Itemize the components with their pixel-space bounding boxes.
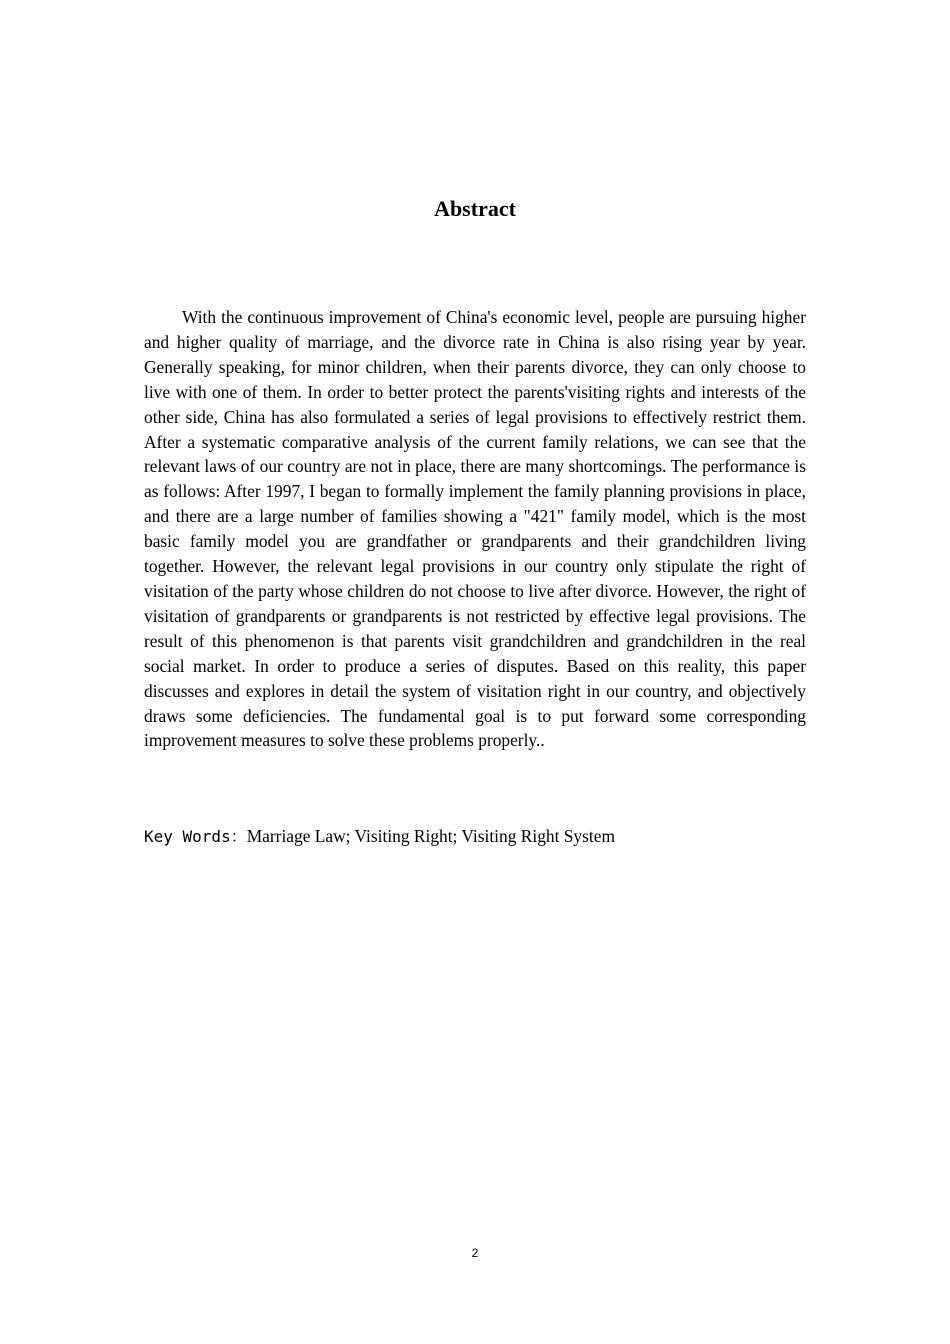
keywords-value: Marriage Law; Visiting Right; Visiting Right System	[246, 826, 615, 846]
abstract-paragraph: With the continuous improvement of China's economic level, people are pursuing higher and higher quality of marriage, and the divorce rate in China is also rising year by year. Generally speaking, for minor children, when their parents divorce, they can only choose to live with one of them. In order to better protect the parents'visiting rights and interests of the other side, China has also formulated a series of legal provisions to effectively restrict them. After a systematic comparative analysis of the current family relations, we can see that the relevant laws of our country are not in place, there are many shortcomings. The performance is as follows: After 1997, I began to formally implement the family planning provisions in place, and there are a large number of families showing a "421" family model, which is the most basic family model you are grandfather or grandparents and their grandchildren living together. However, the relevant legal provisions in our country only stipulate the right of visitation of the party whose children do not choose to live after divorce. However, the right of visitation of grandparents or grandparents is not restricted by effective legal provisions. The result of this phenomenon is that parents visit grandchildren and grandchildren in the real social market. In order to produce a series of disputes. Based on this reality, this paper discusses and explores in detail the system of visitation right in our country, and objectively draws some deficiencies. The fundamental goal is to put forward some corresponding improvement measures to solve these problems properly..	[144, 307, 806, 751]
keywords-line	[144, 824, 806, 849]
page-title: Abstract	[434, 196, 516, 221]
page-number: 2	[471, 1246, 479, 1260]
keywords-label: Key Words：	[144, 827, 247, 846]
